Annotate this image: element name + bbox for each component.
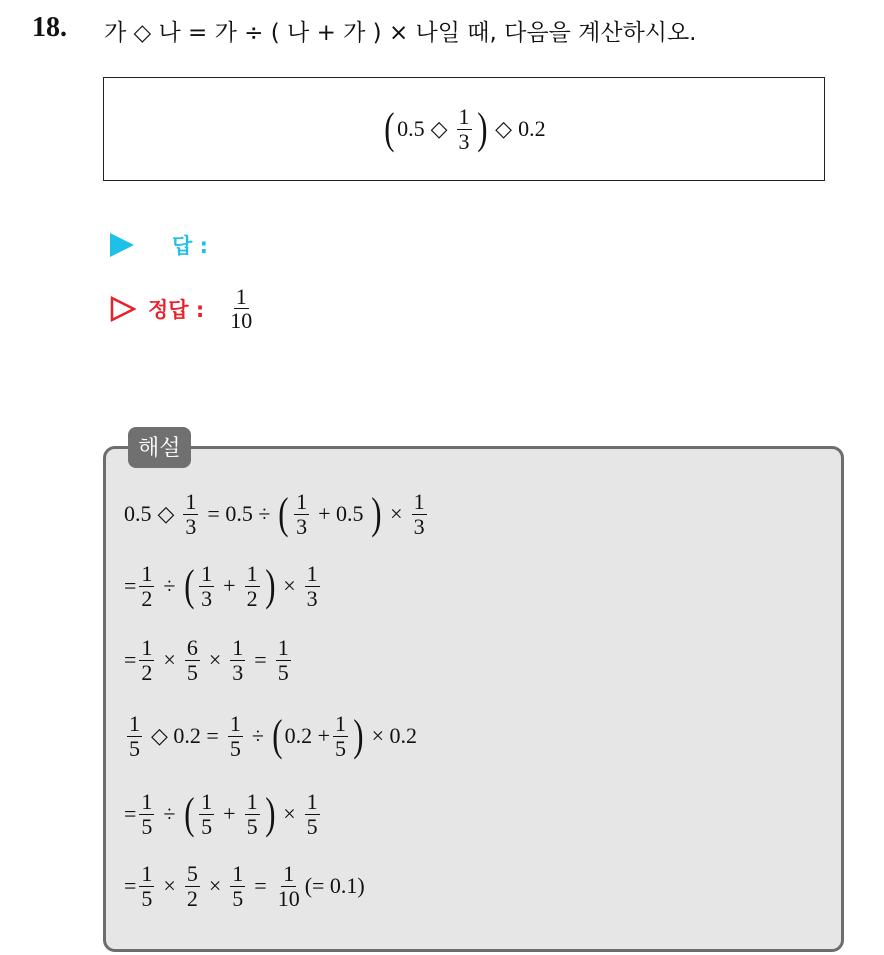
- fraction-numerator: 1: [458, 104, 470, 130]
- fraction: $\frac{1}{2}$: [141, 561, 153, 611]
- outline-triangle-icon: [110, 295, 136, 323]
- fraction: $\frac{1}{3}$: [306, 561, 318, 611]
- explanation-line-6: [124, 856, 365, 916]
- times-operator: ×: [283, 801, 296, 826]
- answer-label: 답 :: [172, 234, 208, 258]
- fraction: $\frac{1}{3}$: [296, 489, 308, 539]
- divide-operator: ÷: [163, 801, 176, 826]
- times-operator: ×: [163, 647, 176, 672]
- expression-text: × 0.2: [371, 723, 418, 748]
- diamond-operator: ◇: [430, 116, 448, 141]
- equals: =: [124, 647, 137, 672]
- fraction-denominator: 3: [458, 128, 470, 154]
- fraction: $\frac{1}{2}$: [141, 635, 153, 685]
- fraction: $\frac{1}{5}$: [129, 711, 140, 761]
- equals: =: [124, 573, 137, 598]
- expression-text: + 0.5: [318, 501, 364, 526]
- times-operator: ×: [390, 501, 403, 526]
- correct-answer-value: [228, 285, 254, 332]
- fraction-denominator: 10: [230, 308, 253, 334]
- fraction: $\frac{1}{5}$: [232, 861, 244, 911]
- explanation-line-4: $\frac{1}{5}$ ◇ 0.2 = $\frac{1}{5}$ ÷ ( 0.2 + $\frac{1}{5}$ ) × 0.2: [129, 711, 418, 761]
- right-paren: ): [476, 104, 487, 153]
- divide-operator: ÷: [251, 723, 264, 748]
- fraction: $\frac{1}{5}$: [201, 789, 213, 839]
- times-operator: ×: [163, 873, 176, 898]
- equals: =: [124, 801, 137, 826]
- fraction: $\frac{6}{5}$: [186, 635, 198, 685]
- times-operator: ×: [208, 873, 222, 898]
- equals: =: [254, 873, 267, 898]
- fraction: $\frac{1}{2}$: [246, 561, 258, 611]
- problem-fraction: [457, 105, 472, 152]
- equals: =: [124, 873, 137, 898]
- diamond-operator: ◇: [495, 116, 513, 141]
- explanation-line-3: [124, 630, 294, 690]
- correct-answer-label: 정답 :: [148, 297, 205, 322]
- fraction: $\frac{1}{5}$: [229, 711, 241, 761]
- fraction: $\frac{1}{10}$: [277, 861, 300, 911]
- problem-box: [103, 77, 825, 181]
- equals: =: [254, 647, 267, 672]
- times-operator: ×: [283, 573, 296, 598]
- times-operator: ×: [208, 647, 222, 672]
- problem-expression: [104, 78, 824, 180]
- plus-operator: +: [223, 573, 236, 598]
- answer-triangle-icon: [110, 233, 134, 257]
- fraction: $\frac{1}{5}$: [306, 789, 318, 839]
- question-number: 18.: [32, 12, 67, 43]
- expression-text: (= 0.1): [304, 873, 365, 898]
- fraction: $\frac{1}{3}$: [201, 561, 213, 611]
- problem-a: 0.5: [397, 116, 425, 141]
- explanation-line-5: = $\frac{1}{5}$ ÷ ( $\frac{1}{5}$ + $\frac{1}{5}$ ) × $\frac{1}{5}$: [124, 789, 318, 839]
- fraction: $\frac{1}{3}$: [232, 635, 244, 685]
- divide-operator: ÷: [163, 573, 176, 598]
- explanation-line-1: 0.5 ◇ $\frac{1}{3}$ = 0.5 ÷ ( $\frac{1}{3}$ + 0.5 ) × $\frac{1}{3}$: [124, 489, 425, 539]
- fraction: $\frac{1}{3}$: [413, 489, 425, 539]
- plus-operator: +: [223, 801, 236, 826]
- fraction: $\frac{1}{5}$: [277, 635, 289, 685]
- correct-answer-row: [110, 285, 257, 332]
- answer-row: [110, 230, 208, 260]
- diamond-operator: ◇: [157, 501, 175, 526]
- fraction: $\frac{5}{2}$: [186, 861, 198, 911]
- explanation-line-2: = $\frac{1}{2}$ ÷ ( $\frac{1}{3}$ + $\frac{1}{2}$ ) × $\frac{1}{3}$: [124, 561, 318, 611]
- fraction: $\frac{1}{5}$: [246, 789, 258, 839]
- expression-text: = 0.5 ÷: [207, 501, 271, 526]
- problem-b: 0.2: [518, 116, 546, 141]
- explanation-tab: 해설: [128, 427, 191, 468]
- fraction: $\frac{1}{5}$: [141, 789, 153, 839]
- expression-text: 0.2 +: [284, 723, 330, 748]
- fraction: $\frac{1}{5}$: [141, 861, 153, 911]
- left-paren: (: [384, 104, 395, 153]
- fraction: $\frac{1}{3}$: [185, 489, 197, 539]
- question-text: 가 ◇ 나 = 가 ÷ ( 나 + 가 ) × 나일 때, 다음을 계산하시오.: [104, 20, 697, 46]
- fraction-numerator: 1: [235, 284, 247, 309]
- expression-text: ◇ 0.2 =: [151, 723, 219, 748]
- value: 0.5: [124, 501, 152, 526]
- fraction: $\frac{1}{5}$: [334, 711, 346, 761]
